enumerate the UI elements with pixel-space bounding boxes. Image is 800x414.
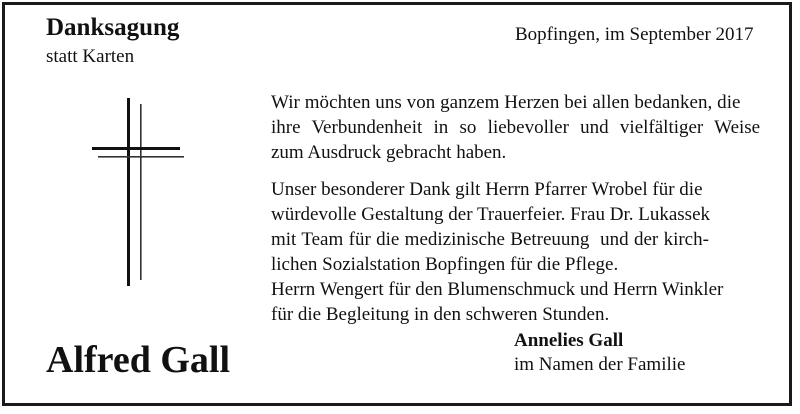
cross-beam-horizontal-thin — [98, 156, 184, 158]
text-line: für die Begleitung in den schweren Stunden. — [271, 304, 610, 325]
place-date: Bopfingen, im September 2017 — [515, 24, 754, 45]
card-heading: Danksagung — [46, 14, 180, 41]
cross-beam-vertical-main — [127, 98, 130, 286]
message-paragraph-1 — [271, 90, 781, 165]
text-line: zum Ausdruck gebracht haben. — [271, 142, 507, 163]
text-line: mit Team für die medizinische Betreuung und der kirch- — [271, 229, 709, 250]
message-body — [271, 90, 781, 339]
cross-beam-horizontal-main — [92, 147, 180, 150]
text-line: lichen Sozialstation Bopfingen für die Pflege. — [271, 254, 619, 275]
signature-name: Annelies Gall — [514, 330, 624, 351]
card-subheading: statt Karten — [46, 46, 135, 67]
signature-subline: im Namen der Familie — [514, 354, 686, 375]
cross-beam-vertical-thin — [140, 104, 142, 280]
text-line: ihre Verbundenheit in so liebevoller und vielfältiger Weise — [271, 117, 761, 138]
message-paragraph-2 — [271, 177, 781, 327]
cross-icon — [90, 98, 190, 288]
deceased-name: Alfred Gall — [46, 339, 231, 381]
text-line: Unser besonderer Dank gilt Herrn Pfarrer Wrobel für die — [271, 179, 703, 200]
text-line: Herrn Wengert für den Blumenschmuck und Herrn Winkler — [271, 279, 724, 300]
text-line: würdevolle Gestaltung der Trauerfeier. Frau Dr. Lukassek — [271, 204, 711, 225]
text-line: Wir möchten uns von ganzem Herzen bei allen bedanken, die — [271, 92, 741, 113]
